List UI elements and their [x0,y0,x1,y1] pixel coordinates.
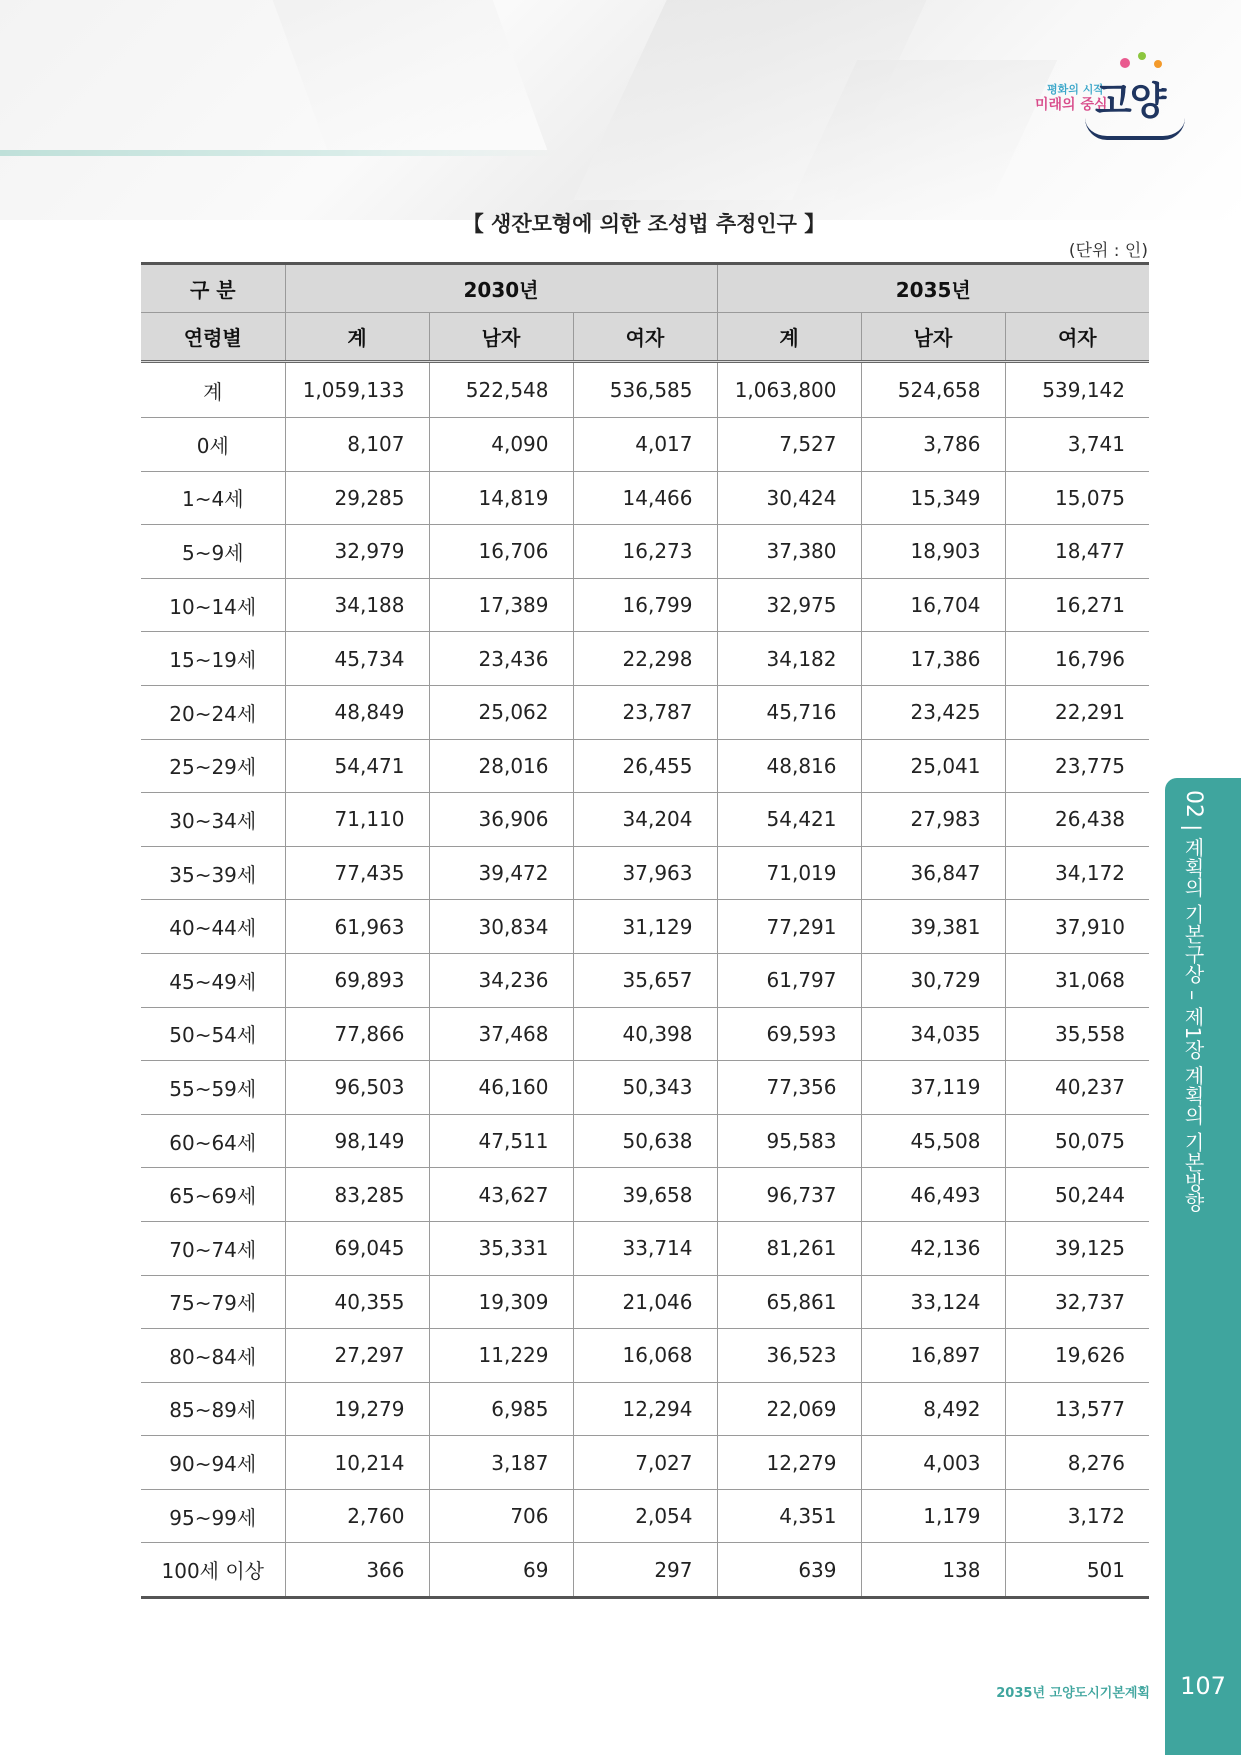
cell-age-group: 65~69세 [141,1168,285,1222]
cell-male-2030: 6,985 [429,1382,573,1436]
table-row [141,1168,1149,1222]
cell-male-2035: 39,381 [861,900,1005,954]
cell-male-2035: 34,035 [861,1007,1005,1061]
cell-total-2030: 10,214 [285,1436,429,1490]
header-male-2035: 남자 [861,313,1005,362]
logo-arc [1085,118,1185,140]
cell-age-group: 100세 이상 [141,1543,285,1598]
cell-female-2035: 50,244 [1005,1168,1149,1222]
cell-male-2030: 3,187 [429,1436,573,1490]
cell-age-group: 10~14세 [141,578,285,632]
cell-female-2035: 34,172 [1005,846,1149,900]
logo-slogan-2: 미래의 중심 [1035,97,1108,113]
population-table [141,262,1149,1599]
cell-total-2035: 32,975 [717,578,861,632]
table-row [141,525,1149,579]
cell-total-2035: 71,019 [717,846,861,900]
cell-total-2035: 95,583 [717,1114,861,1168]
cell-age-group: 1~4세 [141,471,285,525]
cell-male-2035: 36,847 [861,846,1005,900]
table-row [141,418,1149,472]
cell-male-2035: 46,493 [861,1168,1005,1222]
cell-total-2030: 27,297 [285,1329,429,1383]
cell-total-2030: 83,285 [285,1168,429,1222]
cell-total-2030: 54,471 [285,739,429,793]
cell-female-2035: 3,172 [1005,1489,1149,1543]
cell-total-2030: 61,963 [285,900,429,954]
cell-total-2030: 71,110 [285,793,429,847]
cell-female-2035: 23,775 [1005,739,1149,793]
cell-female-2030: 31,129 [573,900,717,954]
cell-total-2030: 77,866 [285,1007,429,1061]
cell-age-group: 계 [141,362,285,418]
cell-total-2035: 77,356 [717,1061,861,1115]
header-total-2030: 계 [285,313,429,362]
header-accent-line [0,150,560,156]
cell-male-2030: 706 [429,1489,573,1543]
cell-male-2030: 4,090 [429,418,573,472]
cell-total-2035: 81,261 [717,1221,861,1275]
cell-female-2030: 4,017 [573,418,717,472]
cell-total-2035: 30,424 [717,471,861,525]
cell-female-2035: 19,626 [1005,1329,1149,1383]
cell-male-2035: 524,658 [861,362,1005,418]
cell-total-2030: 69,045 [285,1221,429,1275]
cell-male-2030: 36,906 [429,793,573,847]
cell-female-2035: 18,477 [1005,525,1149,579]
cell-male-2030: 35,331 [429,1221,573,1275]
goyang-logo [1030,50,1180,140]
cell-total-2035: 36,523 [717,1329,861,1383]
table-row [141,846,1149,900]
logo-dot [1120,58,1130,68]
cell-male-2030: 39,472 [429,846,573,900]
chapter-number: 02 [1181,790,1206,818]
table-row [141,1221,1149,1275]
table-row [141,471,1149,525]
cell-total-2030: 32,979 [285,525,429,579]
cell-male-2035: 16,704 [861,578,1005,632]
cell-male-2035: 23,425 [861,685,1005,739]
cell-age-group: 95~99세 [141,1489,285,1543]
cell-female-2030: 16,799 [573,578,717,632]
cell-female-2030: 34,204 [573,793,717,847]
header-age-group: 연령별 [141,313,285,362]
table-title: 【 생잔모형에 의한 조성법 추정인구 】 [462,212,826,236]
cell-total-2035: 4,351 [717,1489,861,1543]
cell-male-2035: 18,903 [861,525,1005,579]
cell-female-2030: 536,585 [573,362,717,418]
cell-male-2030: 47,511 [429,1114,573,1168]
cell-total-2030: 19,279 [285,1382,429,1436]
cell-total-2035: 77,291 [717,900,861,954]
cell-female-2030: 50,638 [573,1114,717,1168]
cell-male-2035: 37,119 [861,1061,1005,1115]
cell-male-2035: 138 [861,1543,1005,1598]
cell-male-2030: 46,160 [429,1061,573,1115]
cell-male-2030: 14,819 [429,471,573,525]
cell-male-2030: 30,834 [429,900,573,954]
table-row [141,578,1149,632]
cell-female-2030: 297 [573,1543,717,1598]
cell-age-group: 85~89세 [141,1382,285,1436]
table-row [141,1489,1149,1543]
cell-female-2035: 8,276 [1005,1436,1149,1490]
cell-male-2035: 33,124 [861,1275,1005,1329]
cell-female-2035: 501 [1005,1543,1149,1598]
cell-female-2030: 14,466 [573,471,717,525]
cell-male-2030: 17,389 [429,578,573,632]
table-row [141,900,1149,954]
logo-dot [1138,52,1146,60]
cell-age-group: 70~74세 [141,1221,285,1275]
cell-male-2035: 42,136 [861,1221,1005,1275]
cell-age-group: 60~64세 [141,1114,285,1168]
table-row [141,632,1149,686]
cell-total-2030: 96,503 [285,1061,429,1115]
cell-female-2030: 39,658 [573,1168,717,1222]
unit-label: (단위 : 인) [1068,241,1148,261]
cell-total-2035: 34,182 [717,632,861,686]
chapter-title: 계획의 기본구상 – 제1장 계획의 기본방향 [1181,837,1205,1212]
header-total-2035: 계 [717,313,861,362]
cell-female-2030: 23,787 [573,685,717,739]
cell-female-2035: 26,438 [1005,793,1149,847]
cell-total-2030: 77,435 [285,846,429,900]
cell-age-group: 25~29세 [141,739,285,793]
cell-female-2035: 22,291 [1005,685,1149,739]
footer-document-title: 2035년 고양도시기본계획 [996,1686,1150,1701]
cell-age-group: 50~54세 [141,1007,285,1061]
cell-female-2030: 35,657 [573,953,717,1007]
table-row [141,1382,1149,1436]
cell-total-2035: 22,069 [717,1382,861,1436]
cell-total-2030: 98,149 [285,1114,429,1168]
cell-age-group: 30~34세 [141,793,285,847]
cell-male-2030: 37,468 [429,1007,573,1061]
table-row [141,1329,1149,1383]
cell-male-2035: 3,786 [861,418,1005,472]
header-female-2030: 여자 [573,313,717,362]
cell-total-2035: 1,063,800 [717,362,861,418]
cell-female-2035: 39,125 [1005,1221,1149,1275]
chapter-side-label [1168,790,1208,1212]
cell-female-2030: 21,046 [573,1275,717,1329]
cell-total-2035: 65,861 [717,1275,861,1329]
table-row [141,1061,1149,1115]
table-row [141,1436,1149,1490]
cell-male-2030: 23,436 [429,632,573,686]
table-row [141,1543,1149,1598]
page-number: 107 [1180,1672,1226,1700]
cell-female-2030: 12,294 [573,1382,717,1436]
cell-female-2030: 16,273 [573,525,717,579]
cell-age-group: 5~9세 [141,525,285,579]
cell-female-2035: 13,577 [1005,1382,1149,1436]
cell-female-2035: 15,075 [1005,471,1149,525]
table-row [141,1114,1149,1168]
cell-male-2035: 17,386 [861,632,1005,686]
cell-female-2035: 31,068 [1005,953,1149,1007]
cell-female-2035: 16,796 [1005,632,1149,686]
cell-age-group: 45~49세 [141,953,285,1007]
cell-female-2035: 3,741 [1005,418,1149,472]
cell-total-2030: 48,849 [285,685,429,739]
cell-age-group: 20~24세 [141,685,285,739]
table-row [141,362,1149,418]
cell-female-2035: 539,142 [1005,362,1149,418]
cell-total-2035: 639 [717,1543,861,1598]
cell-male-2035: 8,492 [861,1382,1005,1436]
cell-male-2030: 11,229 [429,1329,573,1383]
table-row [141,1007,1149,1061]
cell-male-2035: 25,041 [861,739,1005,793]
cell-total-2035: 12,279 [717,1436,861,1490]
cell-female-2035: 50,075 [1005,1114,1149,1168]
cell-age-group: 35~39세 [141,846,285,900]
table-row [141,793,1149,847]
table-subheader-row [141,313,1149,362]
cell-total-2030: 40,355 [285,1275,429,1329]
cell-male-2030: 522,548 [429,362,573,418]
cell-total-2035: 61,797 [717,953,861,1007]
cell-total-2030: 366 [285,1543,429,1598]
cell-total-2035: 37,380 [717,525,861,579]
cell-female-2030: 33,714 [573,1221,717,1275]
cell-female-2030: 26,455 [573,739,717,793]
cell-male-2035: 16,897 [861,1329,1005,1383]
cell-total-2030: 29,285 [285,471,429,525]
cell-age-group: 55~59세 [141,1061,285,1115]
cell-male-2035: 4,003 [861,1436,1005,1490]
cell-female-2030: 22,298 [573,632,717,686]
cell-female-2035: 16,271 [1005,578,1149,632]
cell-total-2030: 2,760 [285,1489,429,1543]
cell-total-2030: 69,893 [285,953,429,1007]
cell-female-2030: 7,027 [573,1436,717,1490]
cell-age-group: 80~84세 [141,1329,285,1383]
cell-male-2030: 43,627 [429,1168,573,1222]
cell-total-2030: 34,188 [285,578,429,632]
header-female-2035: 여자 [1005,313,1149,362]
table-row [141,953,1149,1007]
header-year-2030: 2030년 [285,264,717,313]
cell-total-2035: 48,816 [717,739,861,793]
logo-wordmark: 고양 [1095,79,1165,123]
cell-total-2030: 1,059,133 [285,362,429,418]
cell-total-2035: 7,527 [717,418,861,472]
cell-male-2035: 30,729 [861,953,1005,1007]
cell-male-2030: 34,236 [429,953,573,1007]
cell-total-2035: 69,593 [717,1007,861,1061]
cell-male-2030: 25,062 [429,685,573,739]
cell-male-2035: 1,179 [861,1489,1005,1543]
chapter-separator: | [1181,824,1205,838]
table-row [141,685,1149,739]
table-header-row [141,264,1149,313]
cell-total-2030: 8,107 [285,418,429,472]
cell-male-2030: 69 [429,1543,573,1598]
logo-dot [1154,60,1162,68]
cell-male-2035: 45,508 [861,1114,1005,1168]
cell-age-group: 75~79세 [141,1275,285,1329]
cell-male-2035: 27,983 [861,793,1005,847]
cell-female-2030: 16,068 [573,1329,717,1383]
cell-male-2030: 16,706 [429,525,573,579]
cell-female-2035: 40,237 [1005,1061,1149,1115]
cell-female-2035: 37,910 [1005,900,1149,954]
cell-age-group: 0세 [141,418,285,472]
cell-total-2035: 45,716 [717,685,861,739]
cell-female-2030: 40,398 [573,1007,717,1061]
cell-age-group: 15~19세 [141,632,285,686]
table-body [141,362,1149,1598]
cell-female-2030: 37,963 [573,846,717,900]
cell-male-2030: 19,309 [429,1275,573,1329]
cell-female-2030: 50,343 [573,1061,717,1115]
table-row [141,1275,1149,1329]
cell-age-group: 90~94세 [141,1436,285,1490]
header-category: 구 분 [141,264,285,313]
cell-female-2030: 2,054 [573,1489,717,1543]
header-male-2030: 남자 [429,313,573,362]
cell-age-group: 40~44세 [141,900,285,954]
cell-female-2035: 35,558 [1005,1007,1149,1061]
cell-male-2035: 15,349 [861,471,1005,525]
cell-male-2030: 28,016 [429,739,573,793]
cell-total-2035: 54,421 [717,793,861,847]
cell-total-2035: 96,737 [717,1168,861,1222]
cell-female-2035: 32,737 [1005,1275,1149,1329]
table-row [141,739,1149,793]
cell-total-2030: 45,734 [285,632,429,686]
logo-slogan-1: 평화의 시작 [1047,83,1104,96]
header-year-2035: 2035년 [717,264,1149,313]
